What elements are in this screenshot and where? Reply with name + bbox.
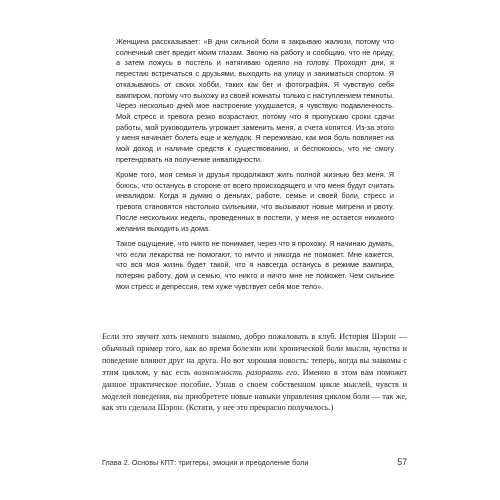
quote-block	[116, 37, 394, 297]
main-paragraph	[102, 331, 407, 414]
quote-paragraph-1: Женщина рассказывает: «В дни сильной боли я закрываю жалюзи, потому что солнечный свет вредит моим глазам. Звоню на работу и сообщаю, что не приду, а затем ложусь в постель и натягиваю одеяло на голову. Проходят дни, я перестаю встречаться с друзьями, выходить на улицу и заниматься спортом. Я отказываюсь от своих хобби, таких как бег и фотография. Я чувствую себя вампиром, потому что выхожу из своей комнаты только с наступлением темноты. Через несколько дней мое настроение ухудшается, я чувствую подавленность. Мой стресс и тревога резко возрастают, потому что я пропускаю сроки сдачи работы, мой руководитель угрожает заменить меня, а счета копятся. Из-за этого у меня начинает болеть еще и желудок. Я переживаю, как моя боль повлияет на мой доход и наличие средств к существованию, и беспокоюсь, что не смогу претендовать на получение инвалидности.	[116, 37, 394, 164]
main-text	[102, 331, 407, 414]
main-paragraph-part-1: Если это звучит хоть немного знакомо, добро пожаловать в клуб. История Шэрон — обычный пример того, как во время болезни или хронической боли мысли, чувства и поведение влияют друг на друга. Но вот хорошая новость: теперь, когда вы знакомы с этим циклом, у вас есть	[102, 332, 407, 377]
main-paragraph-emphasis: возможность разорвать его	[194, 367, 298, 377]
quote-paragraph-3: Такое ощущение, что никто не понимает, через что я прохожу. Я начинаю думать, что если лекарства не помогают, то ничто и никогда не поможет. Мне кажется, что вся моя жизнь будет такой, что я навсегда останусь в режиме вампира, потеряю работу, дом и семью, что никто и ничто мне не поможет. Чем сильнее мои стресс и депрессия, тем хуже чувствует себя мое тело».	[116, 238, 394, 291]
page-number: 57	[397, 457, 407, 467]
quote-paragraph-2: Кроме того, моя семья и друзья продолжают жить полной жизнью без меня. Я боюсь, что останусь в стороне от всего происходящего и что меня будут считать инвалидом. Когда я думаю о деньгах, работе, семье и своей боли, стресс и тревога становятся настолько сильными, что вызывают новые мигрени и рвоту. После нескольких недель, проведенных в постели, у меня не остается никакого желания выходить из дома.	[116, 170, 394, 233]
chapter-title: Глава 2. Основы КПТ: триггеры, эмоции и преодоление боли	[102, 458, 309, 467]
main-paragraph-part-2: . Именно в этом вам поможет данное практическое пособие. Узнав о своем собственном цикле мыслей, чувств и моделей поведения, вы приобретете новые навыки управления циклом боли — так же, как это сделала Шэрон. (Кстати, у нее это прекрасно получилось.)	[102, 367, 407, 413]
